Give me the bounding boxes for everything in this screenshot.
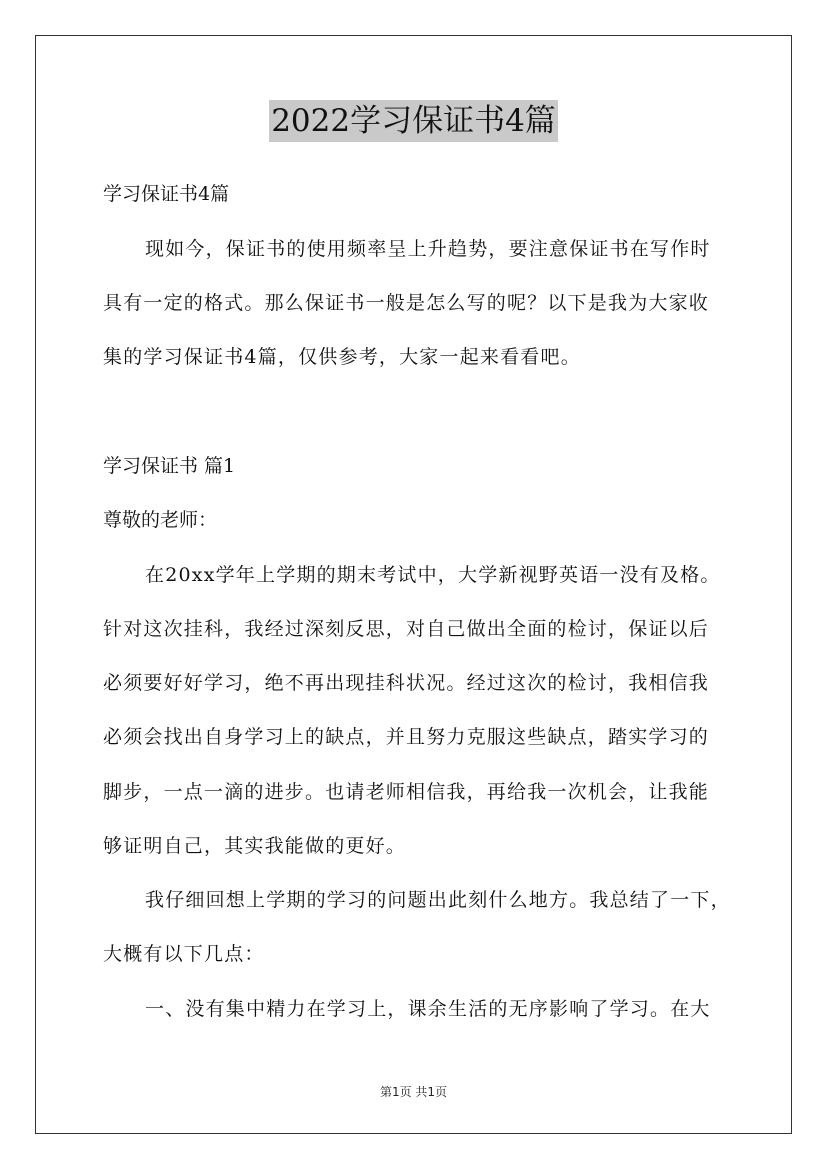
paragraph3-line-1: 一、没有集中精力在学习上，课余生活的无序影响了学习。在大 <box>145 998 711 1020</box>
document-title: 2022学习保证书4篇 <box>269 100 558 142</box>
paragraph1-line-1: 在20xx学年上学期的期末考试中，大学新视野英语一没有及格。 <box>145 564 721 586</box>
section-heading: 学习保证书 篇1 <box>103 455 236 477</box>
paragraph1-line-5: 脚步，一点一滴的进步。也请老师相信我，再给我一次机会，让我能 <box>103 781 710 803</box>
paragraph2-line-2: 大概有以下几点： <box>103 943 265 965</box>
intro-line-2: 具有一定的格式。那么保证书一般是怎么写的呢？以下是我为大家收 <box>103 292 710 314</box>
title-container <box>0 100 827 142</box>
paragraph2-line-1: 我仔细回想上学期的学习的问题出此刻什么地方。我总结了一下， <box>145 889 731 911</box>
paragraph1-line-2: 针对这次挂科，我经过深刻反思，对自己做出全面的检讨，保证以后 <box>103 618 710 640</box>
intro-line-1: 现如今，保证书的使用频率呈上升趋势，要注意保证书在写作时 <box>145 238 711 260</box>
paragraph1-line-3: 必须要好好学习，绝不再出现挂科状况。经过这次的检讨，我相信我 <box>103 672 710 694</box>
salutation: 尊敬的老师： <box>103 509 218 531</box>
intro-line-3: 集的学习保证书4篇，仅供参考，大家一起来看看吧。 <box>103 346 581 368</box>
subtitle: 学习保证书4篇 <box>103 183 230 205</box>
paragraph1-line-6: 够证明自己，其实我能做的更好。 <box>103 835 407 857</box>
page-number-footer: 第1页 共1页 <box>379 1085 448 1099</box>
paragraph1-line-4: 必须会找出自身学习上的缺点，并且努力克服这些缺点，踏实学习的 <box>103 726 710 748</box>
